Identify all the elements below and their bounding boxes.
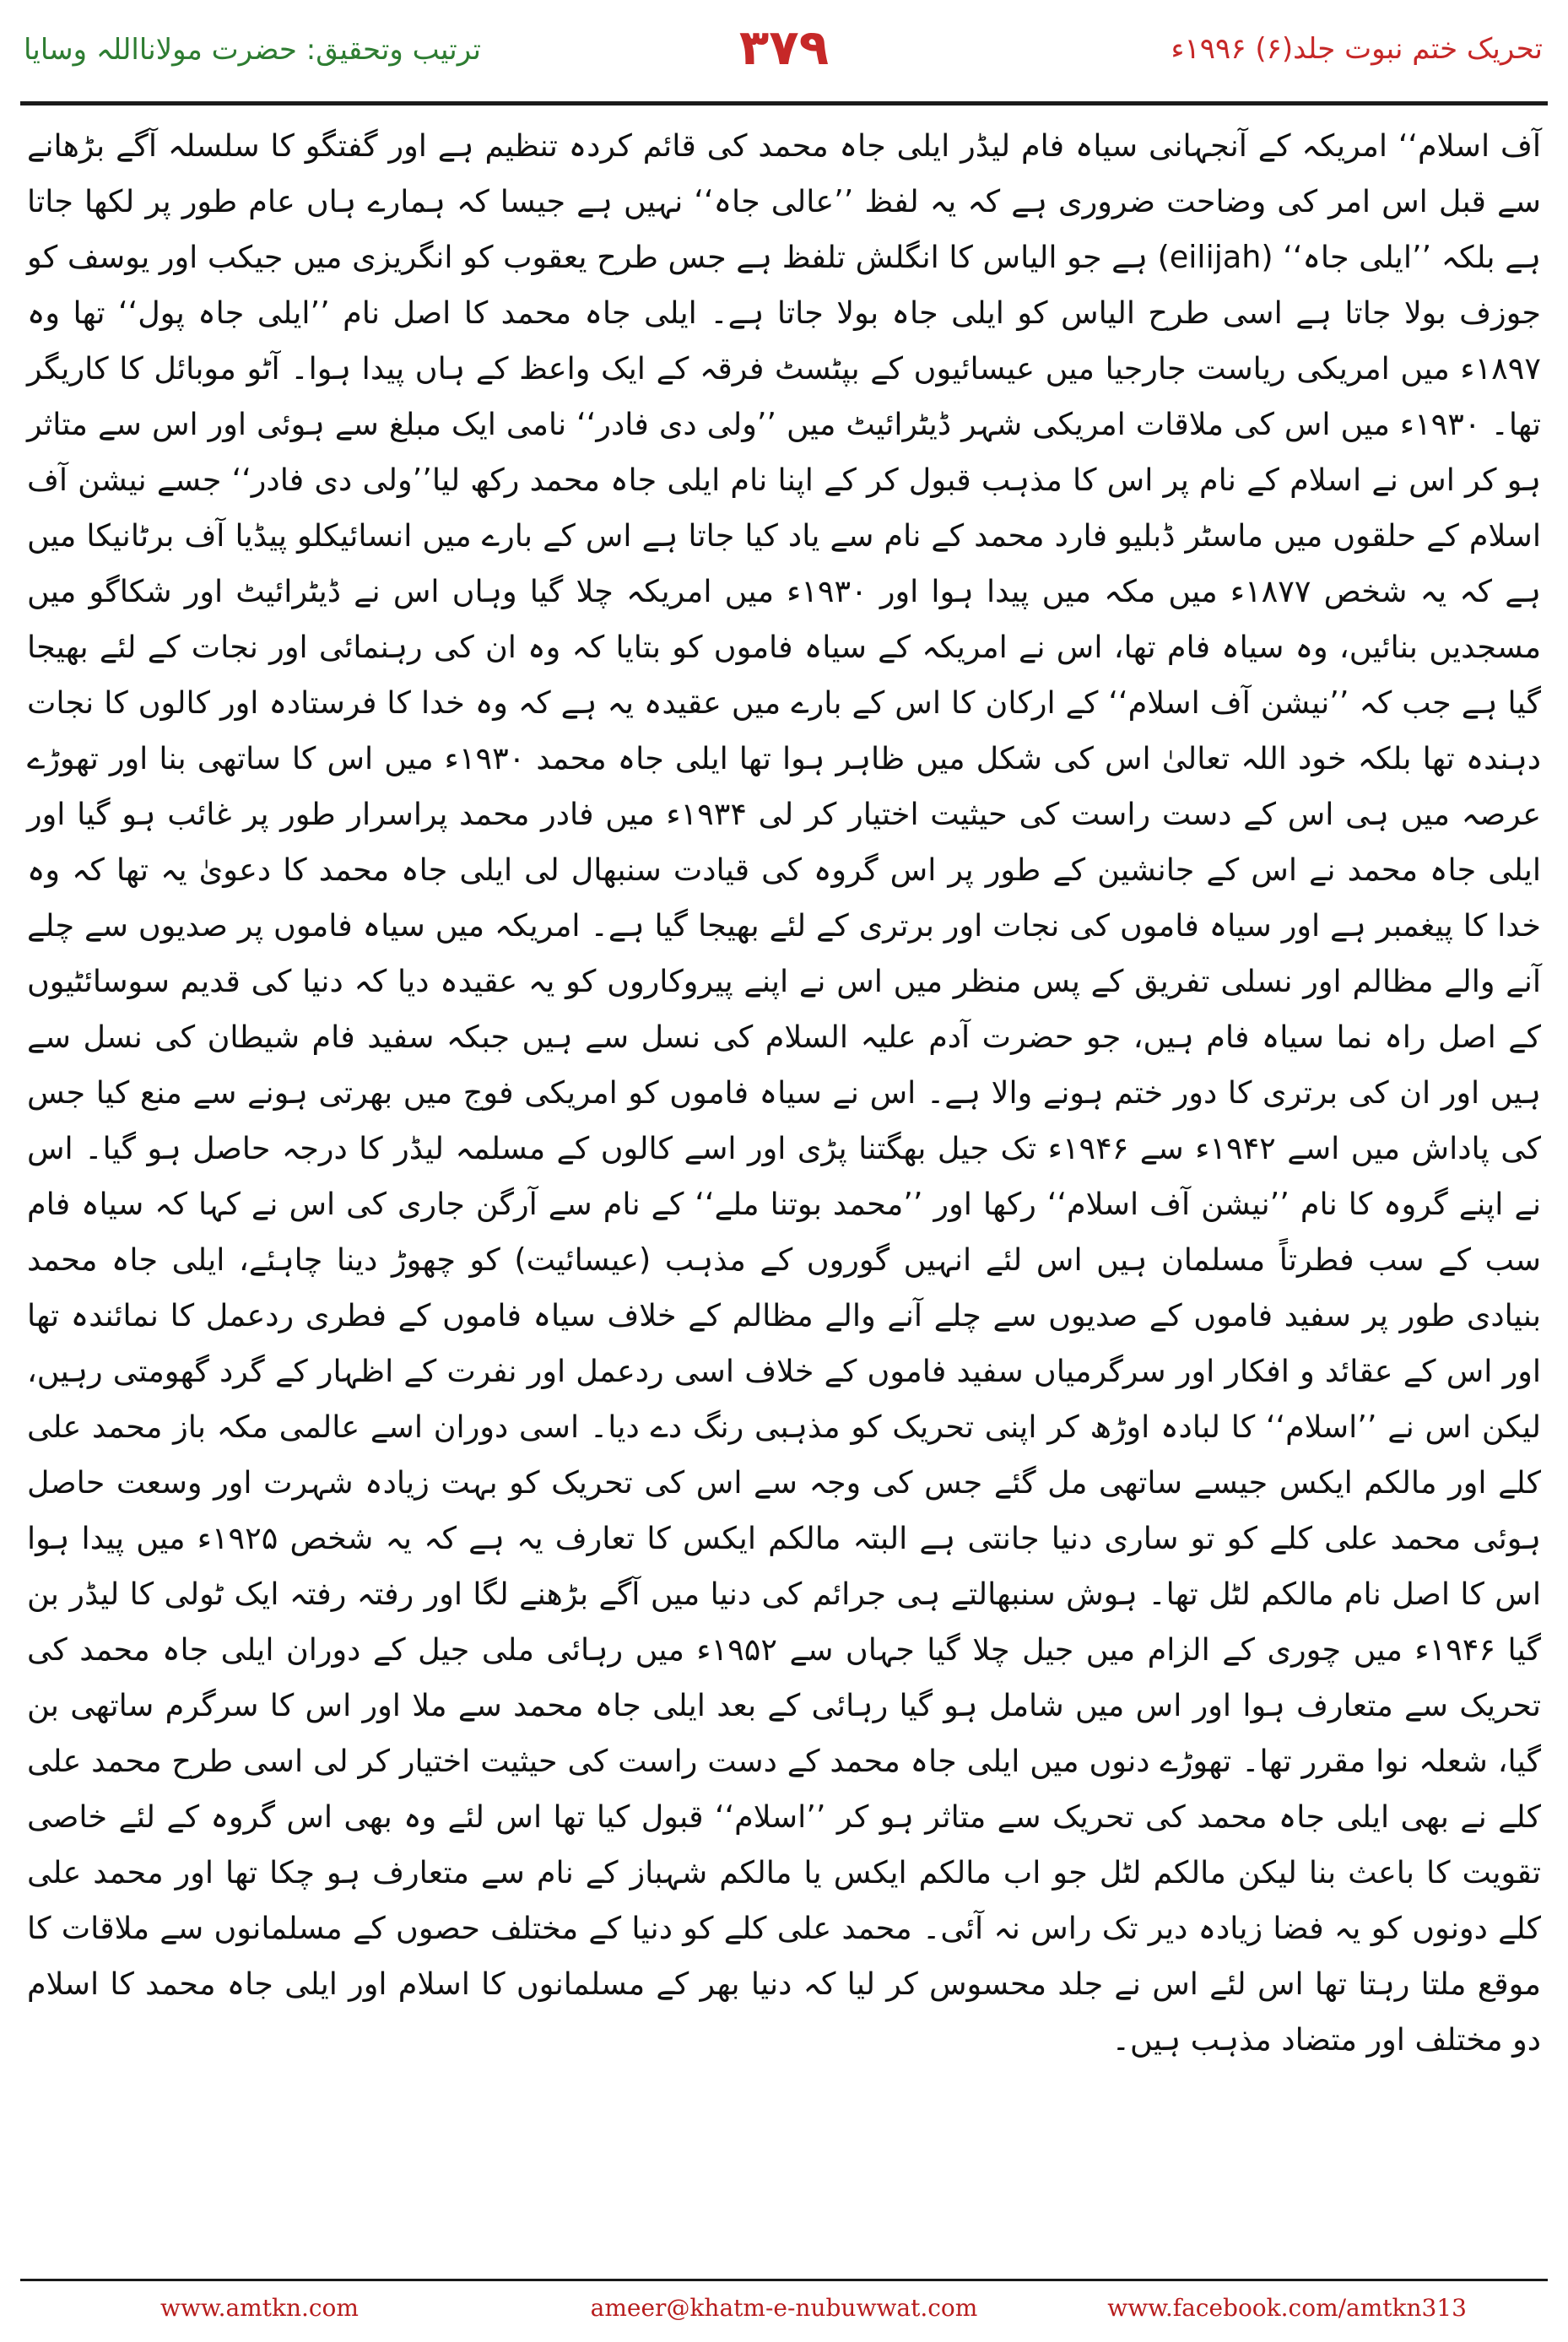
compiler-credit: ترتیب وتحقیق: حضرت مولانااللہ وسایا — [24, 33, 481, 67]
page-footer — [0, 2285, 1568, 2334]
body-text-block — [27, 118, 1541, 2068]
website-link[interactable]: www.amtkn.com — [160, 2294, 359, 2322]
book-title: تحریک ختم نبوت جلد(۶) ۱۹۹۶ء — [1171, 32, 1543, 66]
footer-divider — [20, 2279, 1548, 2281]
body-paragraph: آف اسلام‘‘ امریکہ کے آنجہانی سیاہ فام لیڈر ایلی جاہ محمد کی قائم کردہ تنظیم ہے اور گفتگو کا سلسلہ آگے بڑھانے سے قبل اس امر کی وضاحت ضروری ہے کہ یہ لفظ ’’عالی جاہ‘‘ نہیں ہے جیسا کہ ہمارے ہاں عام طور پر لکھا جاتا ہے بلکہ ’’ایلی جاہ‘‘ (eilijah) ہے جو الیاس کا انگلش تلفظ ہے جس طرح یعقوب کو انگریزی میں جیکب اور یوسف کو جوزف بولا جاتا ہے اسی طرح الیاس کو ایلی جاہ بولا جاتا ہے۔ ایلی جاہ محمد کا اصل نام ’’ایلی جاہ پول‘‘ تھا وہ ۱۸۹۷ء میں امریکی ریاست جارجیا میں عیسائیوں کے بپٹسٹ فرقہ کے ایک واعظ کے ہاں پیدا ہوا۔ آٹو موبائل کا کاریگر تھا۔ ۱۹۳۰ء میں اس کی ملاقات امریکی شہر ڈیٹرائیٹ میں ’’ولی دی فادر‘‘ نامی ایک مبلغ سے ہوئی اور اس سے متاثر ہو کر اس نے اسلام کے نام پر اس کا مذہب قبول کر کے اپنا نام ایلی جاہ محمد رکھ لیا’’ولی دی فادر‘‘ جسے نیشن آف اسلام کے حلقوں میں ماسٹر ڈبلیو فارد محمد کے نام سے یاد کیا جاتا ہے اس کے بارے میں انسائیکلو پیڈیا آف برٹانیکا میں ہے کہ یہ شخص ۱۸۷۷ء میں مکہ میں پیدا ہوا اور ۱۹۳۰ء میں امریکہ چلا گیا وہاں اس نے ڈیٹرائیٹ اور شکاگو میں مسجدیں بنائیں، وہ سیاہ فام تھا، اس نے امریکہ کے سیاہ فاموں کو بتایا کہ وہ ان کی رہنمائی اور نجات کے لئے بھیجا گیا ہے جب کہ ’’نیشن آف اسلام‘‘ کے ارکان کا اس کے بارے میں عقیدہ یہ ہے کہ وہ خدا کا فرستادہ اور کالوں کا نجات دہندہ تھا بلکہ خود اللہ تعالیٰ اس کی شکل میں ظاہر ہوا تھا ایلی جاہ محمد ۱۹۳۰ء میں اس کا ساتھی بنا اور تھوڑے عرصہ میں ہی اس کے دست راست کی حیثیت اختیار کر لی ۱۹۳۴ء میں فادر محمد پراسرار طور پر غائب ہو گیا اور ایلی جاہ محمد نے اس کے جانشین کے طور پر اس گروہ کی قیادت سنبھال لی ایلی جاہ محمد کا دعویٰ یہ تھا کہ وہ خدا کا پیغمبر ہے اور سیاہ فاموں کی نجات اور برتری کے لئے بھیجا گیا ہے۔ امریکہ میں سیاہ فاموں پر صدیوں سے چلے آنے والے مظالم اور نسلی تفریق کے پس منظر میں اس نے اپنے پیروکاروں کو یہ عقیدہ دیا کہ دنیا کی قدیم سوسائٹیوں کے اصل راہ نما سیاہ فام ہیں، جو حضرت آدم علیہ السلام کی نسل سے ہیں جبکہ سفید فام شیطان کی نسل سے ہیں اور ان کی برتری کا دور ختم ہونے والا ہے۔ اس نے سیاہ فاموں کو امریکی فوج میں بھرتی ہونے سے منع کیا جس کی پاداش میں اسے ۱۹۴۲ء سے ۱۹۴۶ء تک جیل بھگتنا پڑی اور اسے کالوں کے مسلمہ لیڈر کا درجہ حاصل ہو گیا۔ اس نے اپنے گروہ کا نام ’’نیشن آف اسلام‘‘ رکھا اور ’’محمد بوتنا ملے‘‘ کے نام سے آرگن جاری کی اس نے کہا کہ سیاہ فام سب کے سب فطرتاً مسلمان ہیں اس لئے انہیں گوروں کے مذہب (عیسائیت) کو چھوڑ دینا چاہئے، ایلی جاہ محمد بنیادی طور پر سفید فاموں کے صدیوں سے چلے آنے والے مظالم کے خلاف سیاہ فاموں کے فطری ردعمل کا نمائندہ تھا اور اس کے عقائد و افکار اور سرگرمیاں سفید فاموں کے خلاف اسی ردعمل اور نفرت کے اظہار کے گرد گھومتی رہیں، لیکن اس نے ’’اسلام‘‘ کا لبادہ اوڑھ کر اپنی تحریک کو مذہبی رنگ دے دیا۔ اسی دوران اسے عالمی مکہ باز محمد علی کلے اور مالکم ایکس جیسے ساتھی مل گئے جس کی وجہ سے اس کی تحریک کو بہت زیادہ شہرت اور وسعت حاصل ہوئی محمد علی کلے کو تو ساری دنیا جانتی ہے البتہ مالکم ایکس کا تعارف یہ ہے کہ یہ شخص ۱۹۲۵ء میں پیدا ہوا اس کا اصل نام مالکم لٹل تھا۔ ہوش سنبھالتے ہی جرائم کی دنیا میں آگے بڑھنے لگا اور رفتہ رفتہ ایک ٹولی کا لیڈر بن گیا ۱۹۴۶ء میں چوری کے الزام میں جیل چلا گیا جہاں سے ۱۹۵۲ء میں رہائی ملی جیل کے دوران ایلی جاہ محمد کی تحریک سے متعارف ہوا اور اس میں شامل ہو گیا رہائی کے بعد ایلی جاہ محمد سے ملا اور اس کا سرگرم ساتھی بن گیا، شعلہ نوا مقرر تھا۔ تھوڑے دنوں میں ایلی جاہ محمد کے دست راست کی حیثیت اختیار کر لی اسی طرح محمد علی کلے نے بھی ایلی جاہ محمد کی تحریک سے متاثر ہو کر ’’اسلام‘‘ قبول کیا تھا اس لئے وہ بھی اس گروہ کے لئے خاصی تقویت کا باعث بنا لیکن مالکم لٹل جو اب مالکم ایکس یا مالکم شہباز کے نام سے متعارف ہو چکا تھا اور محمد علی کلے دونوں کو یہ فضا زیادہ دیر تک راس نہ آئی۔ محمد علی کلے کو دنیا کے مختلف حصوں کے مسلمانوں سے ملاقات کا موقع ملتا رہتا تھا اس لئے اس نے جلد محسوس کر لیا کہ دنیا بھر کے مسلمانوں کا اسلام اور ایلی جاہ محمد کا اسلام دو مختلف اور متضاد مذہب ہیں۔ — [27, 127, 1542, 2058]
page-header — [0, 0, 1568, 95]
page-number: ۳۷۹ — [738, 19, 830, 76]
facebook-link[interactable]: www.facebook.com/amtkn313 — [1107, 2294, 1467, 2322]
header-divider — [20, 101, 1548, 105]
email-link[interactable]: ameer@khatm-e-nubuwwat.com — [590, 2294, 978, 2322]
